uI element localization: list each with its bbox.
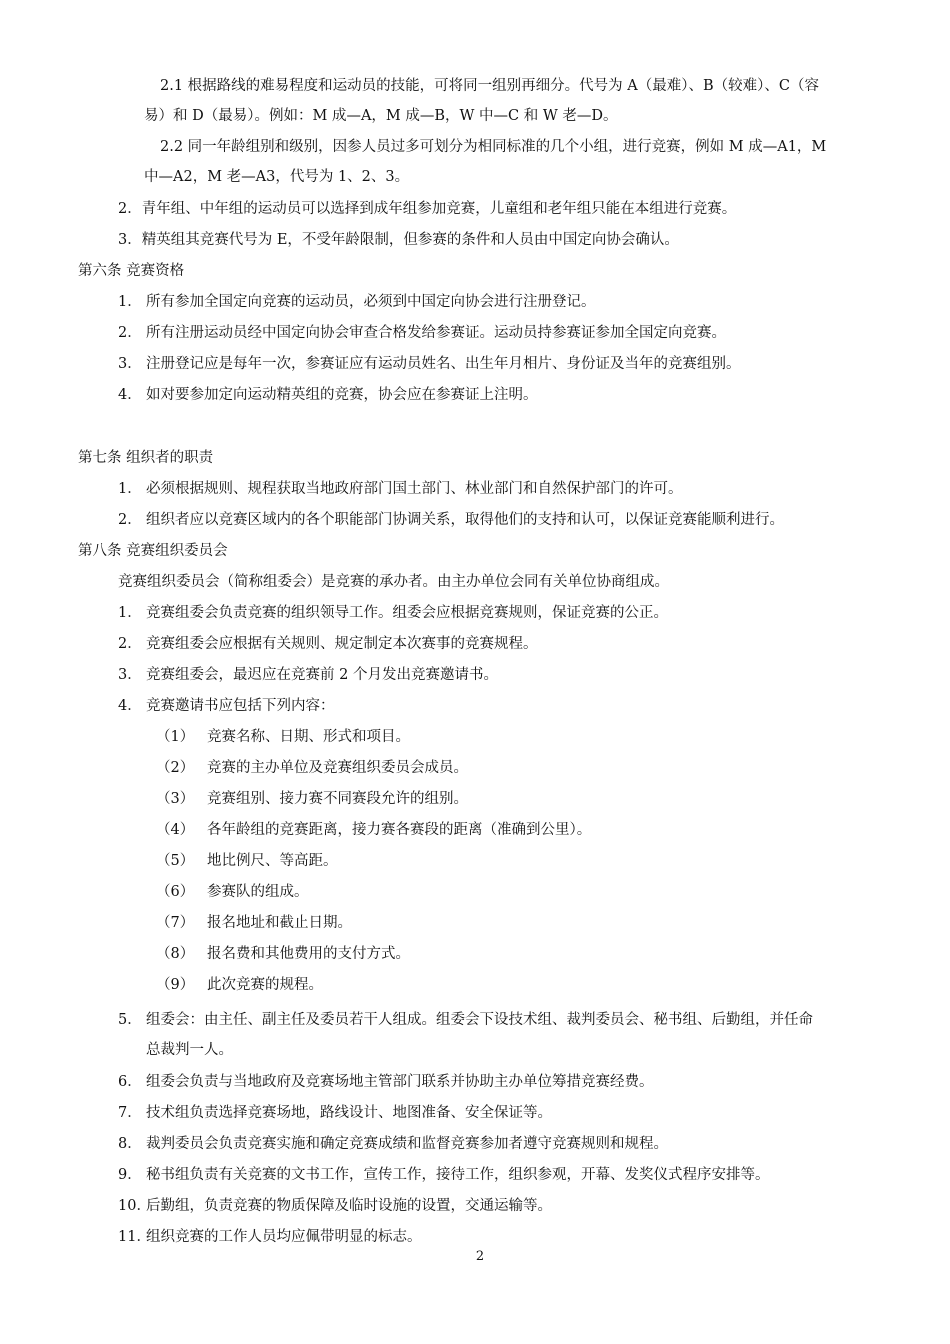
list-item-number: 5． [118, 1012, 142, 1028]
sub-list-item [156, 789, 468, 809]
list-item [118, 323, 726, 343]
sub-list-item-text: 报名地址和截止日期。 [207, 915, 352, 931]
list-item [118, 1165, 770, 1185]
list-item [118, 603, 668, 623]
list-item-number: 11． [118, 1229, 151, 1245]
list-item-text: 组委会负责与当地政府及竞赛场地主管部门联系并协助主办单位筹措竞赛经费。 [146, 1074, 654, 1090]
list-item [118, 385, 538, 405]
list-item-text: 所有参加全国定向竞赛的运动员，必须到中国定向协会进行注册登记。 [146, 294, 596, 310]
sub-list-item-number: （2） [156, 760, 195, 776]
list-item-number: 3． [118, 232, 142, 248]
list-item [118, 634, 538, 654]
sub-list-item-text: 各年龄组的竞赛距离，接力赛各赛段的距离（准确到公里）。 [207, 822, 592, 838]
list-item [118, 1010, 813, 1030]
list-item [118, 1103, 552, 1123]
sub-item-2-2-line1: 2.2 同一年龄组别和级别，因参人员过多可划分为相同标准的几个小组，进行竞赛，例如 M 成—A1，M [160, 139, 827, 155]
sub-item-2-1-line1: 2.1 根据路线的难易程度和运动员的技能，可将同一组别再细分。代号为 A（最难）、B（较难）、C（容 [160, 78, 819, 94]
sub-list-item [156, 851, 338, 871]
list-item-text: 注册登记应是每年一次，参赛证应有运动员姓名、出生年月相片、身份证及当年的竞赛组别。 [146, 356, 741, 372]
sub-list-item-number: （4） [156, 822, 195, 838]
list-item-text: 技术组负责选择竞赛场地，路线设计、地图准备、安全保证等。 [146, 1105, 552, 1121]
list-item [118, 1196, 552, 1216]
sub-list-item [156, 975, 323, 995]
list-item-number: 4． [118, 698, 142, 714]
sub-list-item-number: （9） [156, 977, 195, 993]
list-item-text: 裁判委员会负责竞赛实施和确定竞赛成绩和监督竞赛参加者遵守竞赛规则和规程。 [146, 1136, 668, 1152]
sub-list-item-number: （8） [156, 946, 195, 962]
list-item-text: 后勤组，负责竞赛的物质保障及临时设施的设置，交通运输等。 [146, 1198, 552, 1214]
sub-list-item-text: 参赛队的组成。 [207, 884, 309, 900]
list-item-text: 必须根据规则、规程获取当地政府部门国土部门、林业部门和自然保护部门的许可。 [146, 481, 683, 497]
list-item-number: 3． [118, 356, 142, 372]
list-item-number: 7． [118, 1105, 142, 1121]
list-item-text: 竞赛组委会负责竞赛的组织领导工作。组委会应根据竞赛规则，保证竞赛的公正。 [146, 605, 668, 621]
list-item-number: 2． [118, 201, 142, 217]
list-item [118, 696, 335, 716]
sub-list-item [156, 758, 468, 778]
list-item-text: 如对要参加定向运动精英组的竞赛，协会应在参赛证上注明。 [146, 387, 538, 403]
article-8-intro: 竞赛组织委员会（简称组委会）是竞赛的承办者。由主办单位会同有关单位协商组成。 [118, 574, 669, 590]
list-item-number: 1． [118, 294, 142, 310]
list-item-number: 6． [118, 1074, 142, 1090]
sub-list-item-text: 竞赛名称、日期、形式和项目。 [207, 729, 410, 745]
list-item [118, 1134, 668, 1154]
list-item [118, 199, 736, 219]
list-item-text: 精英组其竞赛代号为 E，不受年龄限制，但参赛的条件和人员由中国定向协会确认。 [141, 232, 679, 248]
list-item [118, 479, 683, 499]
sub-list-item-text: 地比例尺、等高距。 [207, 853, 338, 869]
list-item-continuation: 总裁判一人。 [146, 1042, 233, 1058]
sub-list-item [156, 944, 410, 964]
article-8-heading: 第八条 竞赛组织委员会 [78, 543, 228, 559]
sub-list-item [156, 820, 591, 840]
list-item-number: 2． [118, 512, 142, 528]
list-item-number: 8． [118, 1136, 142, 1152]
sub-list-item [156, 913, 352, 933]
list-item-number: 1． [118, 605, 142, 621]
sub-list-item-number: （5） [156, 853, 195, 869]
list-item-text: 组织竞赛的工作人员均应佩带明显的标志。 [146, 1229, 422, 1245]
list-item [118, 292, 596, 312]
list-item-number: 4． [118, 387, 142, 403]
sub-list-item-number: （1） [156, 729, 195, 745]
list-item [118, 510, 784, 530]
sub-list-item-text: 竞赛的主办单位及竞赛组织委员会成员。 [207, 760, 468, 776]
list-item-text: 组织者应以竞赛区域内的各个职能部门协调关系，取得他们的支持和认可，以保证竞赛能顺利进行。 [146, 512, 784, 528]
list-item [118, 1072, 654, 1092]
list-item-text: 组委会：由主任、副主任及委员若干人组成。组委会下设技术组、裁判委员会、秘书组、后勤组，并任命 [146, 1012, 813, 1028]
list-item-number: 1． [118, 481, 142, 497]
sub-list-item-number: （6） [156, 884, 195, 900]
sub-item-2-2-line2: 中—A2，M 老—A3，代号为 1、2、3。 [144, 169, 410, 185]
sub-list-item [156, 882, 309, 902]
list-item-number: 2． [118, 325, 142, 341]
sub-item-2-1-line2: 易）和 D（最易）。例如：M 成—A，M 成—B，W 中—C 和 W 老—D。 [144, 108, 618, 124]
list-item [118, 354, 741, 374]
article-6-heading: 第六条 竞赛资格 [78, 263, 185, 279]
list-item-number: 3． [118, 667, 142, 683]
sub-list-item-text: 此次竞赛的规程。 [207, 977, 323, 993]
sub-list-item [156, 727, 410, 747]
sub-list-item-number: （3） [156, 791, 195, 807]
list-item [118, 230, 679, 250]
list-item-text: 竞赛组委会应根据有关规则、规定制定本次赛事的竞赛规程。 [146, 636, 538, 652]
article-7-heading: 第七条 组织者的职责 [78, 450, 214, 466]
list-item-number: 2． [118, 636, 142, 652]
sub-list-item-text: 报名费和其他费用的支付方式。 [207, 946, 410, 962]
list-item-text: 青年组、中年组的运动员可以选择到成年组参加竞赛，儿童组和老年组只能在本组进行竞赛。 [141, 201, 737, 217]
sub-list-item-number: （7） [156, 915, 195, 931]
list-item [118, 665, 498, 685]
page-number: 2 [475, 1249, 485, 1264]
list-item [118, 1227, 422, 1247]
sub-list-item-text: 竞赛组别、接力赛不同赛段允许的组别。 [207, 791, 468, 807]
list-item-text: 竞赛组委会，最迟应在竞赛前 2 个月发出竞赛邀请书。 [146, 667, 498, 683]
list-item-text: 所有注册运动员经中国定向协会审查合格发给参赛证。运动员持参赛证参加全国定向竞赛。 [146, 325, 726, 341]
list-item-text: 竞赛邀请书应包括下列内容： [146, 698, 335, 714]
list-item-number: 10． [118, 1198, 151, 1214]
list-item-text: 秘书组负责有关竞赛的文书工作，宣传工作，接待工作，组织参观，开幕、发奖仪式程序安排等。 [146, 1167, 770, 1183]
list-item-number: 9． [118, 1167, 142, 1183]
